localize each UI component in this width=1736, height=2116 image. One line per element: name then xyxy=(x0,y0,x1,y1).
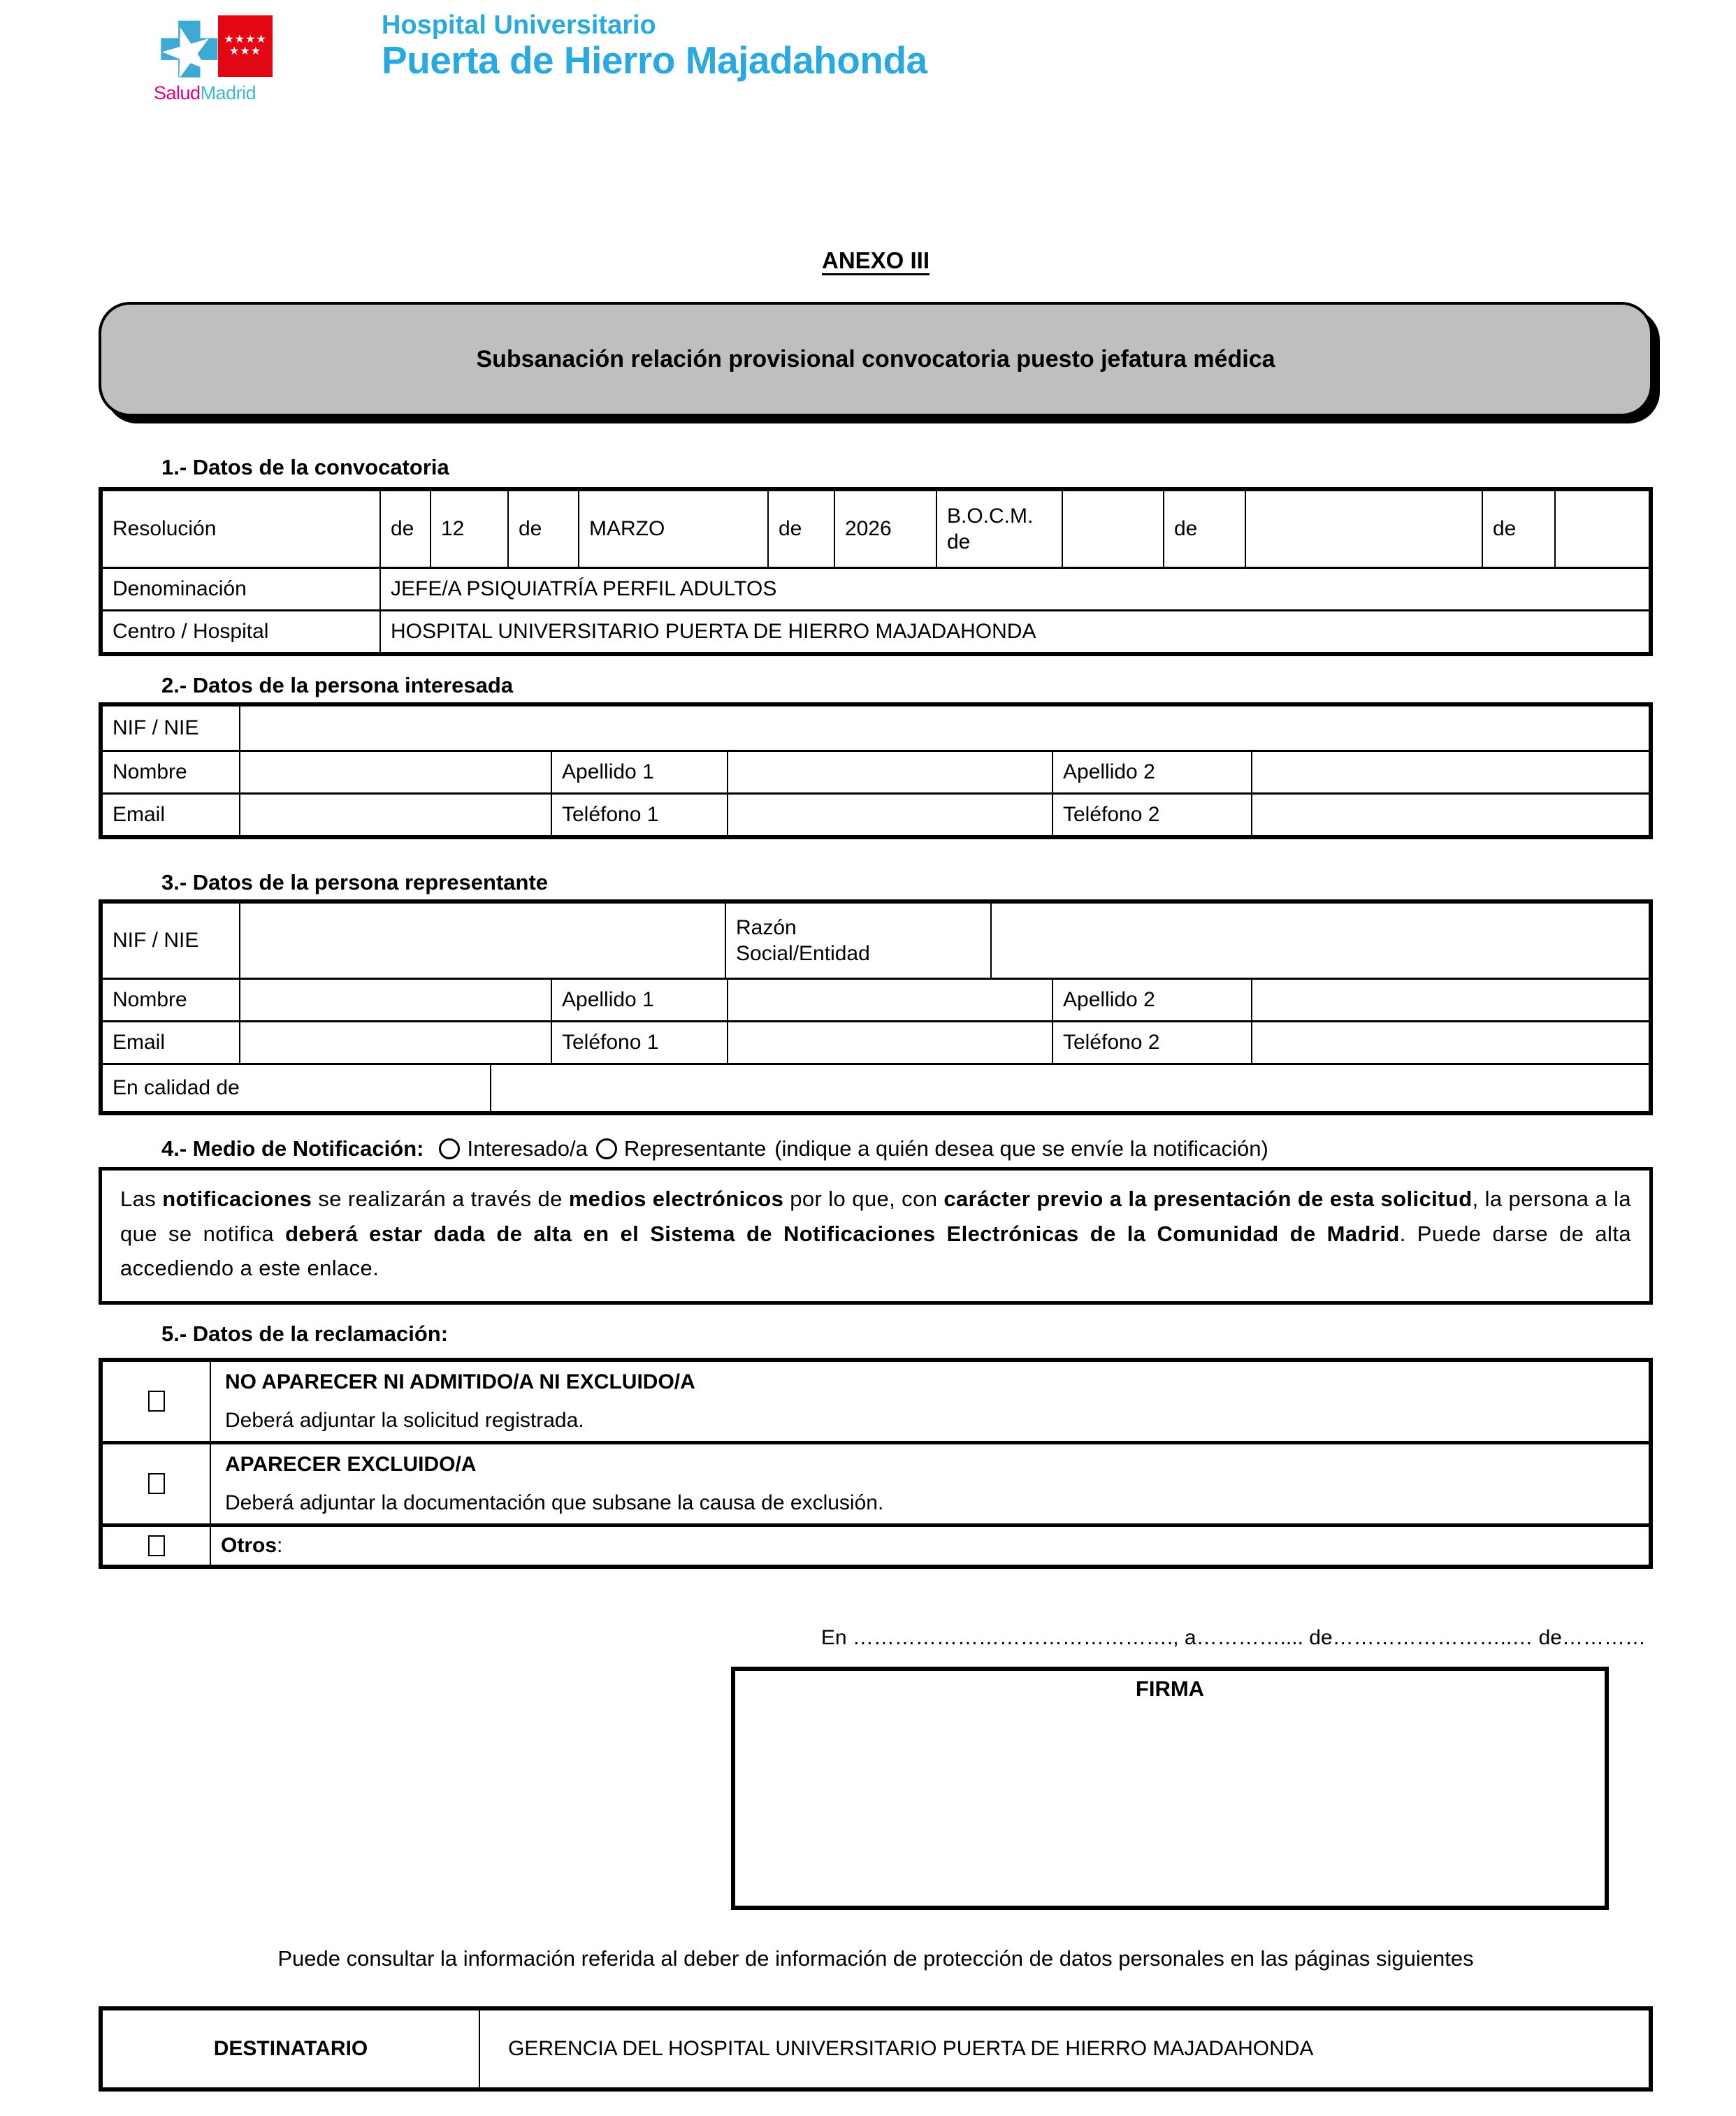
table-row xyxy=(103,904,1649,980)
representante-radio[interactable] xyxy=(596,1138,617,1159)
representante-email-field[interactable] xyxy=(240,1022,552,1063)
form-title-banner xyxy=(99,302,1653,416)
info-text: por lo que, con xyxy=(783,1187,944,1211)
resolucion-label: Resolución xyxy=(103,491,381,567)
interesada-telefono2-label: Teléfono 2 xyxy=(1053,795,1252,835)
medio-notificacion-label: 4.- Medio de Notificación: xyxy=(161,1136,424,1161)
no-aparecer-title: NO APARECER NI ADMITIDO/A NI EXCLUIDO/A xyxy=(225,1370,695,1393)
madrid-flag-icon xyxy=(218,15,273,77)
notificaciones-info-box xyxy=(99,1167,1653,1305)
saludmadrid-logo xyxy=(154,10,363,108)
de-label-2: de xyxy=(509,491,579,567)
representante-nombre-field[interactable] xyxy=(240,980,552,1020)
interesada-nif-label: NIF / NIE xyxy=(103,706,240,750)
representante-telefono2-label: Teléfono 2 xyxy=(1053,1022,1252,1063)
table-row xyxy=(103,569,1649,611)
representante-telefono2-field[interactable] xyxy=(1252,1022,1649,1063)
table-row xyxy=(103,752,1649,795)
section2-heading: 2.- Datos de la persona interesada xyxy=(161,673,514,697)
convocatoria-table xyxy=(99,487,1653,656)
resolucion-month-field[interactable]: MARZO xyxy=(579,491,769,567)
saludmadrid-wordmark xyxy=(154,82,256,104)
en-calidad-de-field[interactable] xyxy=(491,1065,1649,1111)
interesada-telefono1-field[interactable] xyxy=(728,795,1053,835)
interesada-email-label: Email xyxy=(103,795,240,835)
table-row xyxy=(103,980,1649,1022)
info-text: Las xyxy=(120,1187,163,1211)
destinatario-table xyxy=(99,2006,1653,2092)
no-aparecer-desc: Deberá adjuntar la solicitud registrada. xyxy=(225,1409,584,1433)
interesada-nif-field[interactable] xyxy=(240,706,1649,750)
otros-checkbox-cell xyxy=(103,1527,211,1565)
representante-telefono1-field[interactable] xyxy=(728,1022,1053,1063)
representante-nif-field[interactable] xyxy=(240,904,726,978)
interesado-option-label: Interesado/a xyxy=(467,1136,588,1161)
table-row xyxy=(103,1444,1649,1527)
table-row xyxy=(103,706,1649,752)
representante-apellido1-field[interactable] xyxy=(728,980,1053,1020)
representante-nombre-label: Nombre xyxy=(103,980,240,1020)
interesada-email-field[interactable] xyxy=(240,795,552,835)
excluido-title: APARECER EXCLUIDO/A xyxy=(225,1452,477,1476)
no-aparecer-option xyxy=(211,1362,1649,1441)
section1-heading: 1.- Datos de la convocatoria xyxy=(161,455,449,479)
madrid-text: Madrid xyxy=(200,82,256,103)
interesado-radio[interactable] xyxy=(439,1138,460,1159)
destinatario-value: GERENCIA DEL HOSPITAL UNIVERSITARIO PUERTA DE HIERRO MAJADAHONDA xyxy=(508,2037,1314,2061)
representante-email-label: Email xyxy=(103,1022,240,1063)
otros-option xyxy=(211,1527,1649,1565)
bocm-month-field[interactable] xyxy=(1246,491,1483,567)
interesada-apellido2-field[interactable] xyxy=(1252,752,1649,792)
excluido-option xyxy=(211,1444,1649,1523)
bocm-day-field[interactable] xyxy=(1063,491,1164,567)
no-aparecer-checkbox-cell xyxy=(103,1362,211,1441)
table-row xyxy=(103,795,1649,835)
interesada-apellido1-label: Apellido 1 xyxy=(552,752,728,792)
razon-social-label: Razón Social/Entidad xyxy=(726,904,992,978)
bocm-year-field[interactable] xyxy=(1556,491,1649,567)
info-text-bold: medios electrónicos xyxy=(568,1187,784,1211)
signature-box[interactable] xyxy=(731,1667,1609,1910)
hospital-name-line1: Hospital Universitario xyxy=(382,10,656,40)
notificacion-note: (indique a quién desea que se envíe la notificación) xyxy=(774,1136,1268,1161)
resolucion-year-field[interactable]: 2026 xyxy=(835,491,937,567)
de-label-3: de xyxy=(769,491,835,567)
representante-apellido1-label: Apellido 1 xyxy=(552,980,728,1020)
interesada-apellido1-field[interactable] xyxy=(728,752,1053,792)
de-label-1: de xyxy=(381,491,431,567)
resolucion-day-field[interactable]: 12 xyxy=(431,491,509,567)
table-row xyxy=(103,1022,1649,1065)
destinatario-label: DESTINATARIO xyxy=(103,2010,480,2087)
no-aparecer-checkbox[interactable] xyxy=(148,1391,165,1412)
table-row xyxy=(103,2010,1649,2087)
centro-hospital-field[interactable]: HOSPITAL UNIVERSITARIO PUERTA DE HIERRO MAJADAHONDA xyxy=(391,620,1036,644)
header-logo xyxy=(0,0,1736,108)
info-text-bold: deberá estar dada de alta en el Sistema de Notificaciones Electrónicas de la Comunidad de Madrid xyxy=(285,1221,1400,1246)
representante-telefono1-label: Teléfono 1 xyxy=(552,1022,728,1063)
info-text-bold: carácter previo a la presentación de esta solicitud xyxy=(943,1187,1473,1211)
info-text-bold: notificaciones xyxy=(162,1187,312,1211)
table-row xyxy=(103,491,1649,569)
table-row xyxy=(103,611,1649,652)
section4-heading xyxy=(161,1136,1653,1161)
de-label-4: de xyxy=(1164,491,1246,567)
date-fill-line[interactable]: En ………………………………………., a………….... de……………………..… de………… xyxy=(820,1625,1646,1649)
info-text: . Puede darse de alta accediendo a este enlace. xyxy=(120,1221,1631,1281)
table-row xyxy=(103,1065,1649,1111)
form-content xyxy=(99,247,1653,2092)
flag-stars-bottom: ★★★ xyxy=(229,45,262,57)
interesada-table xyxy=(99,702,1653,839)
reclamacion-table xyxy=(99,1358,1653,1569)
en-calidad-de-label: En calidad de xyxy=(103,1065,491,1111)
interesada-nombre-label: Nombre xyxy=(103,752,240,792)
representante-option-label: Representante xyxy=(623,1136,767,1161)
representante-table xyxy=(99,899,1653,1115)
razon-social-field[interactable] xyxy=(992,904,1649,978)
page-title: ANEXO III xyxy=(821,247,930,273)
excluido-desc: Deberá adjuntar la documentación que subsane la causa de exclusión. xyxy=(225,1491,884,1515)
otros-checkbox[interactable] xyxy=(148,1535,165,1556)
representante-nif-label: NIF / NIE xyxy=(103,904,240,978)
bocm-label: B.O.C.M. de xyxy=(937,491,1063,567)
otros-title: Otros xyxy=(221,1534,277,1558)
interesada-telefono2-field[interactable] xyxy=(1252,795,1649,835)
salud-text: Salud xyxy=(154,82,201,103)
hospital-name-line2: Puerta de Hierro Majadahonda xyxy=(382,38,927,82)
table-row xyxy=(103,1527,1649,1565)
info-text: , la persona a la que se notifica xyxy=(120,1187,1631,1246)
section5-heading: 5.- Datos de la reclamación: xyxy=(161,1321,449,1346)
firma-label: FIRMA xyxy=(1135,1676,1205,1701)
representante-apellido2-field[interactable] xyxy=(1252,980,1649,1020)
denominacion-label: Denominación xyxy=(103,569,381,609)
form-title-text: Subsanación relación provisional convocatoria puesto jefatura médica xyxy=(476,345,1275,372)
interesada-telefono1-label: Teléfono 1 xyxy=(552,795,728,835)
otros-suffix: : xyxy=(277,1534,283,1558)
centro-hospital-label: Centro / Hospital xyxy=(103,611,381,652)
info-text: se realizarán a través de xyxy=(312,1187,569,1211)
interesada-nombre-field[interactable] xyxy=(240,752,552,792)
excluido-checkbox-cell xyxy=(103,1444,211,1523)
interesada-apellido2-label: Apellido 2 xyxy=(1053,752,1252,792)
flag-stars-top: ★★★★ xyxy=(224,34,267,46)
de-label-5: de xyxy=(1483,491,1556,567)
representante-apellido2-label: Apellido 2 xyxy=(1053,980,1252,1020)
hospital-name xyxy=(382,10,927,81)
excluido-checkbox[interactable] xyxy=(148,1473,165,1494)
data-protection-note: Puede consultar la información referida al deber de información de protección de datos personales en las páginas siguientes xyxy=(277,1945,1474,1971)
salud-cross-icon xyxy=(154,20,224,90)
section3-heading: 3.- Datos de la persona representante xyxy=(161,870,549,894)
table-row xyxy=(103,1362,1649,1444)
denominacion-field[interactable]: JEFE/A PSIQUIATRÍA PERFIL ADULTOS xyxy=(391,577,777,601)
